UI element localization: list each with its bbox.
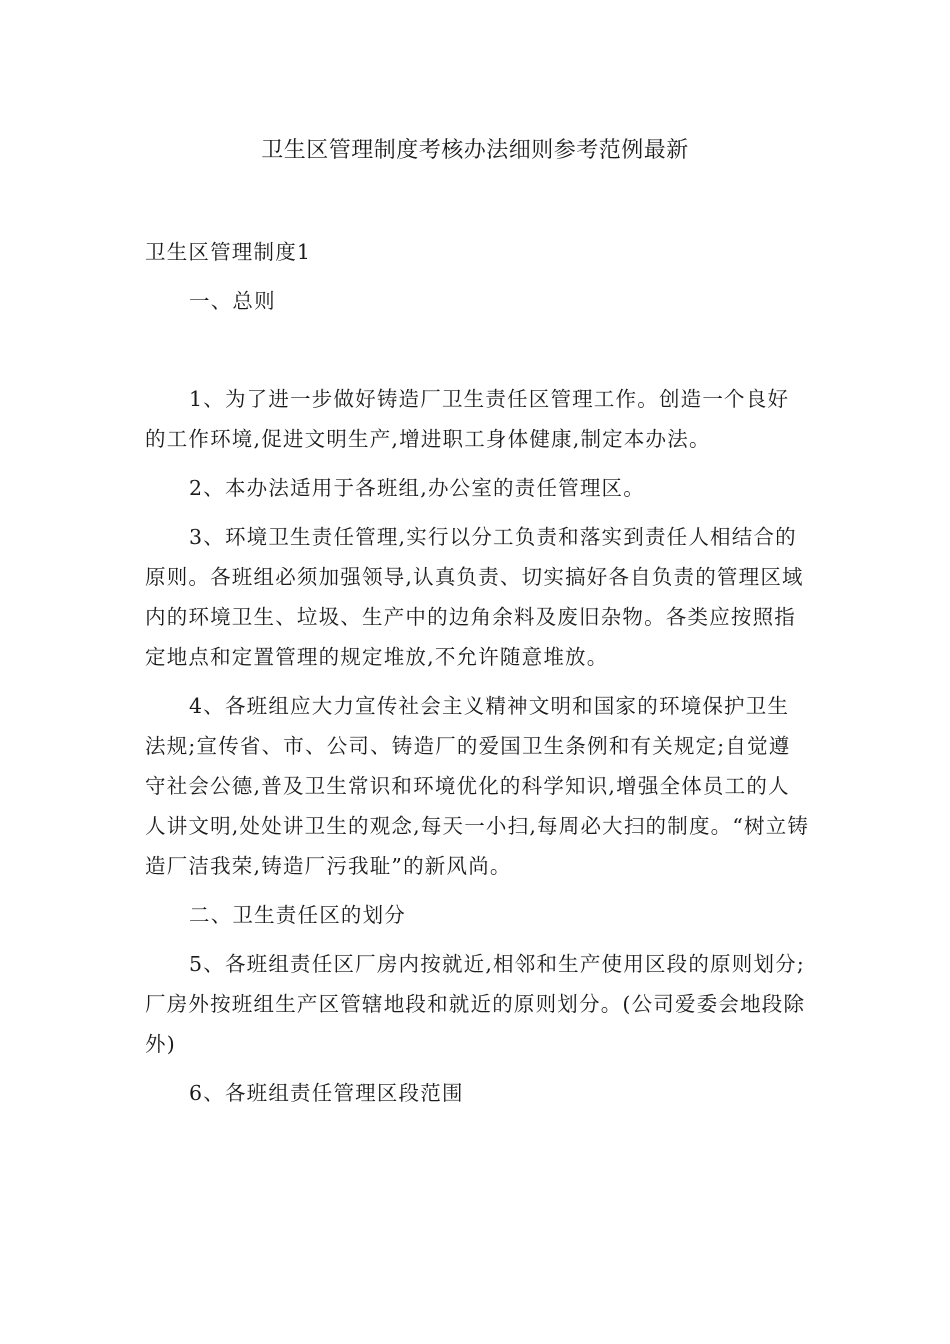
paragraph-4: 4、各班组应大力宣传社会主义精神文明和国家的环境保护卫生法规;宣传省、市、公司、铸造厂的爱国卫生条例和有关规定;自觉遵守社会公德,普及卫生常识和环境优化的科学知识,增强全体员工的人人讲文明,处处讲卫生的观念,每天一小扫,每周必大扫的制度。“树立铸造厂洁我荣,铸造厂污我耻”的新风尚。 [145,694,810,878]
paragraph-6: 6、各班组责任管理区段范围 [189,1081,464,1105]
sub-heading-division: 二、卫生责任区的划分 [189,903,406,927]
paragraph-1: 1、为了进一步做好铸造厂卫生责任区管理工作。创造一个良好的工作环境,促进文明生产,增进职工身体健康,制定本办法。 [145,387,790,451]
document-title: 卫生区管理制度考核办法细则参考范例最新 [261,138,689,163]
paragraph-2: 2、本办法适用于各班组,办公室的责任管理区。 [189,476,645,500]
sub-heading-general: 一、总则 [189,289,276,313]
section-heading: 卫生区管理制度1 [145,240,312,264]
document-body [145,232,810,1113]
paragraph-5: 5、各班组责任区厂房内按就近,相邻和生产使用区段的原则划分;厂房外按班组生产区管辖地段和就近的原则划分。(公司爱委会地段除外) [145,952,806,1056]
paragraph-3: 3、环境卫生责任管理,实行以分工负责和落实到责任人相结合的原则。各班组必须加强领导,认真负责、切实搞好各自负责的管理区域内的环境卫生、垃圾、生产中的边角余料及废旧杂物。各类应按照指定地点和定置管理的规定堆放,不允许随意堆放。 [145,525,804,669]
